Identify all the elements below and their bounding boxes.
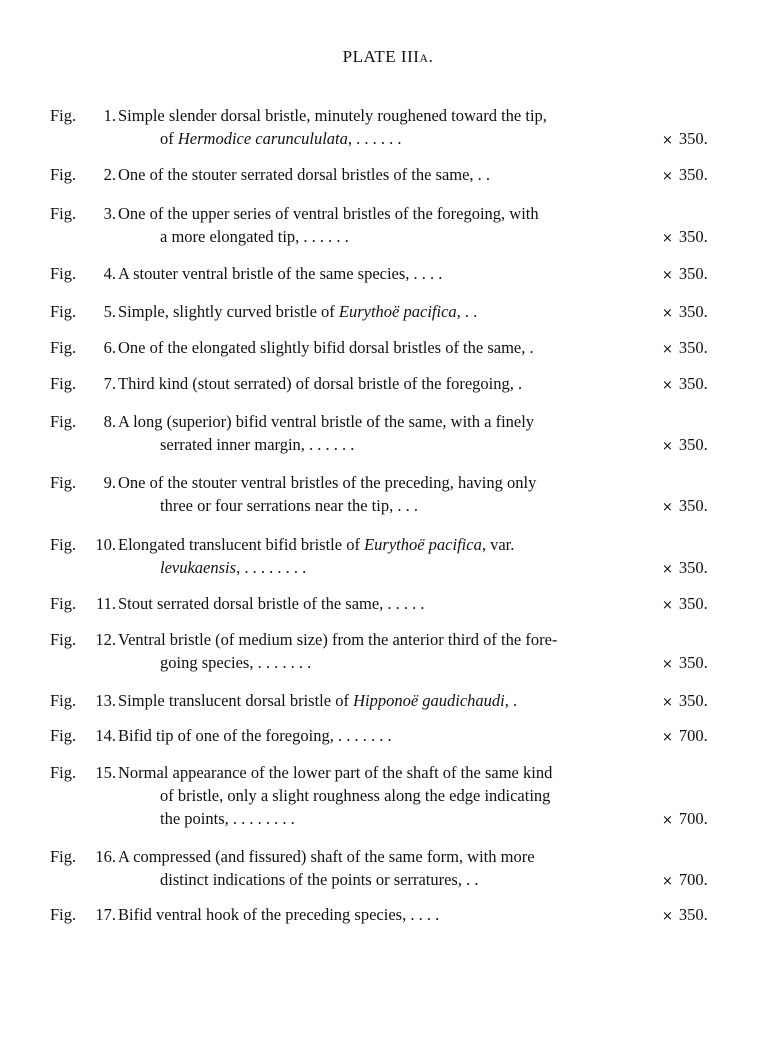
figure-description [118,903,632,926]
figure-number: 11. [95,594,116,613]
figure-number: 4. [103,264,116,283]
figure-number: 3. [103,204,116,223]
figure-description [118,689,632,712]
magnification-value: 350. [678,691,708,710]
magnification-value: 350. [678,264,708,283]
description-line [118,262,632,285]
figure-number: 14. [95,726,116,745]
times-symbol: × [662,695,673,710]
figure-label [50,903,116,926]
figure-number: 6. [103,338,116,357]
magnification [662,807,724,832]
magnification-value: 350. [678,653,708,672]
figure-label [50,628,116,651]
species-name: Hermodice caruncululata [177,129,348,148]
figure-entry [50,300,730,323]
plate-title-suffix: A [419,51,429,65]
description-line [118,300,632,323]
figure-word: Fig. [50,691,77,710]
figure-label [50,336,116,359]
description-line [118,533,632,556]
magnification-value: 350. [678,302,708,321]
figure-word: Fig. [50,106,77,125]
description-line [118,845,632,868]
figure-number: 1. [103,106,116,125]
times-symbol: × [662,306,673,321]
figure-description [118,761,632,830]
magnification [662,494,724,519]
times-symbol: × [662,133,673,148]
figure-word: Fig. [50,594,77,613]
magnification [662,262,724,287]
figure-description [118,410,632,456]
description-text: Normal appearance of the lower part of the shaft of the same kind [118,763,553,782]
species-name: Hipponoë gaudichaudi [353,691,505,710]
figure-description [118,592,632,615]
description-text: , . . . . . . [347,129,402,148]
figure-label [50,410,116,433]
times-symbol: × [662,500,673,515]
description-line [118,868,632,891]
figure-entry [50,410,730,456]
figure-description [118,628,632,674]
magnification [662,651,724,676]
description-text: , var. [481,535,515,554]
description-line [118,807,632,830]
description-line [118,336,632,359]
figure-label [50,300,116,323]
figure-label [50,533,116,556]
description-text: going species, . . . . . . . [160,653,312,672]
figure-description [118,262,632,285]
description-text: distinct indications of the points or serratures, . . [160,870,479,889]
figure-entry [50,163,730,186]
magnification-value: 350. [678,227,708,246]
description-text: , . [504,691,518,710]
figure-label [50,471,116,494]
figure-word: Fig. [50,338,77,357]
figure-word: Fig. [50,165,77,184]
description-line [118,724,632,747]
plate-title-main: PLATE III [342,47,420,66]
figure-number: 5. [103,302,116,321]
figure-word: Fig. [50,264,77,283]
description-line [118,433,632,456]
figure-word: Fig. [50,302,77,321]
plate-title [0,47,776,67]
magnification-value: 700. [678,870,708,889]
description-text: serrated inner margin, . . . . . . [160,435,355,454]
magnification [662,225,724,250]
times-symbol: × [662,439,673,454]
figure-label [50,592,116,615]
description-line [118,104,632,127]
description-line [118,202,632,225]
description-text: A stouter ventral bristle of the same species, . . . . [118,264,443,283]
description-text: Bifid tip of one of the foregoing, . . . . . . . [118,726,392,745]
figure-word: Fig. [50,374,77,393]
figure-word: Fig. [50,905,77,924]
description-text: , . . [456,302,478,321]
figure-label [50,163,116,186]
figure-number: 12. [95,630,116,649]
figure-entry [50,845,730,891]
figure-description [118,163,632,186]
description-text: Simple slender dorsal bristle, minutely roughened toward the tip, [118,106,547,125]
figure-word: Fig. [50,473,77,492]
figure-word: Fig. [50,630,77,649]
figure-label [50,761,116,784]
magnification [662,336,724,361]
description-line [118,592,632,615]
description-line [118,761,632,784]
figure-label [50,689,116,712]
description-text: the points, . . . . . . . . [160,809,295,828]
magnification-value: 350. [678,905,708,924]
times-symbol: × [662,378,673,393]
figure-entry [50,628,730,674]
magnification-value: 350. [678,594,708,613]
figure-entry [50,202,730,248]
description-text: Bifid ventral hook of the preceding species, . . . . [118,905,440,924]
figure-description [118,202,632,248]
figure-word: Fig. [50,535,77,554]
figure-word: Fig. [50,763,77,782]
figure-entry [50,903,730,926]
figure-description [118,845,632,891]
magnification [662,300,724,325]
species-name: Eurythoë pacifica [338,302,457,321]
figure-number: 2. [103,165,116,184]
description-text: Ventral bristle (of medium size) from the anterior third of the fore- [118,630,558,649]
times-symbol: × [662,268,673,283]
figure-entry [50,724,730,747]
magnification-value: 350. [678,338,708,357]
description-line [118,556,632,579]
times-symbol: × [662,813,673,828]
figure-entry [50,689,730,712]
figure-word: Fig. [50,204,77,223]
magnification [662,163,724,188]
figure-entry [50,262,730,285]
figure-label [50,724,116,747]
description-line [118,410,632,433]
figure-number: 9. [103,473,116,492]
figure-description [118,336,632,359]
description-line [118,163,632,186]
description-line [118,651,632,674]
figure-number: 17. [95,905,116,924]
magnification-value: 350. [678,129,708,148]
magnification [662,592,724,617]
description-line [118,784,632,807]
times-symbol: × [662,169,673,184]
figure-label [50,845,116,868]
times-symbol: × [662,730,673,745]
figure-entry [50,592,730,615]
description-text: A compressed (and fissured) shaft of the same form, with more [118,847,535,866]
species-name: Eurythoë pacifica [364,535,482,554]
magnification-value: 350. [678,558,708,577]
description-line [118,471,632,494]
figure-word: Fig. [50,847,77,866]
figure-entry [50,372,730,395]
figure-description [118,300,632,323]
description-text: One of the stouter ventral bristles of the preceding, having only [118,473,537,492]
figure-entry [50,104,730,150]
figure-entry [50,336,730,359]
magnification-value: 350. [678,435,708,454]
figure-description [118,372,632,395]
description-text: Simple, slightly curved bristle of [118,302,339,321]
figure-number: 8. [103,412,116,431]
magnification [662,556,724,581]
times-symbol: × [662,909,673,924]
figure-number: 15. [95,763,116,782]
magnification-value: 350. [678,374,708,393]
description-text: One of the stouter serrated dorsal bristles of the same, . . [118,165,491,184]
description-text: Stout serrated dorsal bristle of the same, . . . . . [118,594,425,613]
figure-word: Fig. [50,412,77,431]
description-line [118,628,632,651]
times-symbol: × [662,342,673,357]
magnification [662,724,724,749]
magnification [662,372,724,397]
times-symbol: × [662,562,673,577]
figure-word: Fig. [50,726,77,745]
figure-entry [50,471,730,517]
figure-number: 7. [103,374,116,393]
figure-label [50,262,116,285]
magnification-value: 700. [678,809,708,828]
figure-label [50,372,116,395]
description-text: One of the upper series of ventral bristles of the foregoing, with [118,204,539,223]
magnification [662,433,724,458]
description-text: , . . . . . . . . [236,558,307,577]
description-text: Elongated translucent bifid bristle of [118,535,365,554]
plate-title-period: . [428,47,434,66]
description-text: three or four serrations near the tip, . . . [160,496,418,515]
species-name: levukaensis [160,558,237,577]
description-text: of [160,129,178,148]
magnification [662,689,724,714]
times-symbol: × [662,657,673,672]
magnification-value: 700. [678,726,708,745]
description-text: One of the elongated slightly bifid dorsal bristles of the same, . [118,338,534,357]
times-symbol: × [662,598,673,613]
figure-description [118,471,632,517]
figure-description [118,533,632,579]
description-line [118,903,632,926]
description-line [118,494,632,517]
magnification-value: 350. [678,165,708,184]
figure-entry [50,761,730,830]
description-text: Third kind (stout serrated) of dorsal bristle of the foregoing, . [118,374,523,393]
description-text: of bristle, only a slight roughness along the edge indicating [160,786,551,805]
figure-number: 13. [95,691,116,710]
description-line [118,225,632,248]
magnification [662,903,724,928]
description-line [118,127,632,150]
figure-entry [50,533,730,579]
description-line [118,689,632,712]
description-text: A long (superior) bifid ventral bristle of the same, with a finely [118,412,535,431]
figure-label [50,202,116,225]
figure-description [118,724,632,747]
description-text: a more elongated tip, . . . . . . [160,227,349,246]
magnification [662,127,724,152]
magnification [662,868,724,893]
figure-number: 16. [95,847,116,866]
times-symbol: × [662,231,673,246]
figure-label [50,104,116,127]
figure-description [118,104,632,150]
times-symbol: × [662,874,673,889]
description-text: Simple translucent dorsal bristle of [118,691,354,710]
magnification-value: 350. [678,496,708,515]
figure-number: 10. [95,535,116,554]
description-line [118,372,632,395]
